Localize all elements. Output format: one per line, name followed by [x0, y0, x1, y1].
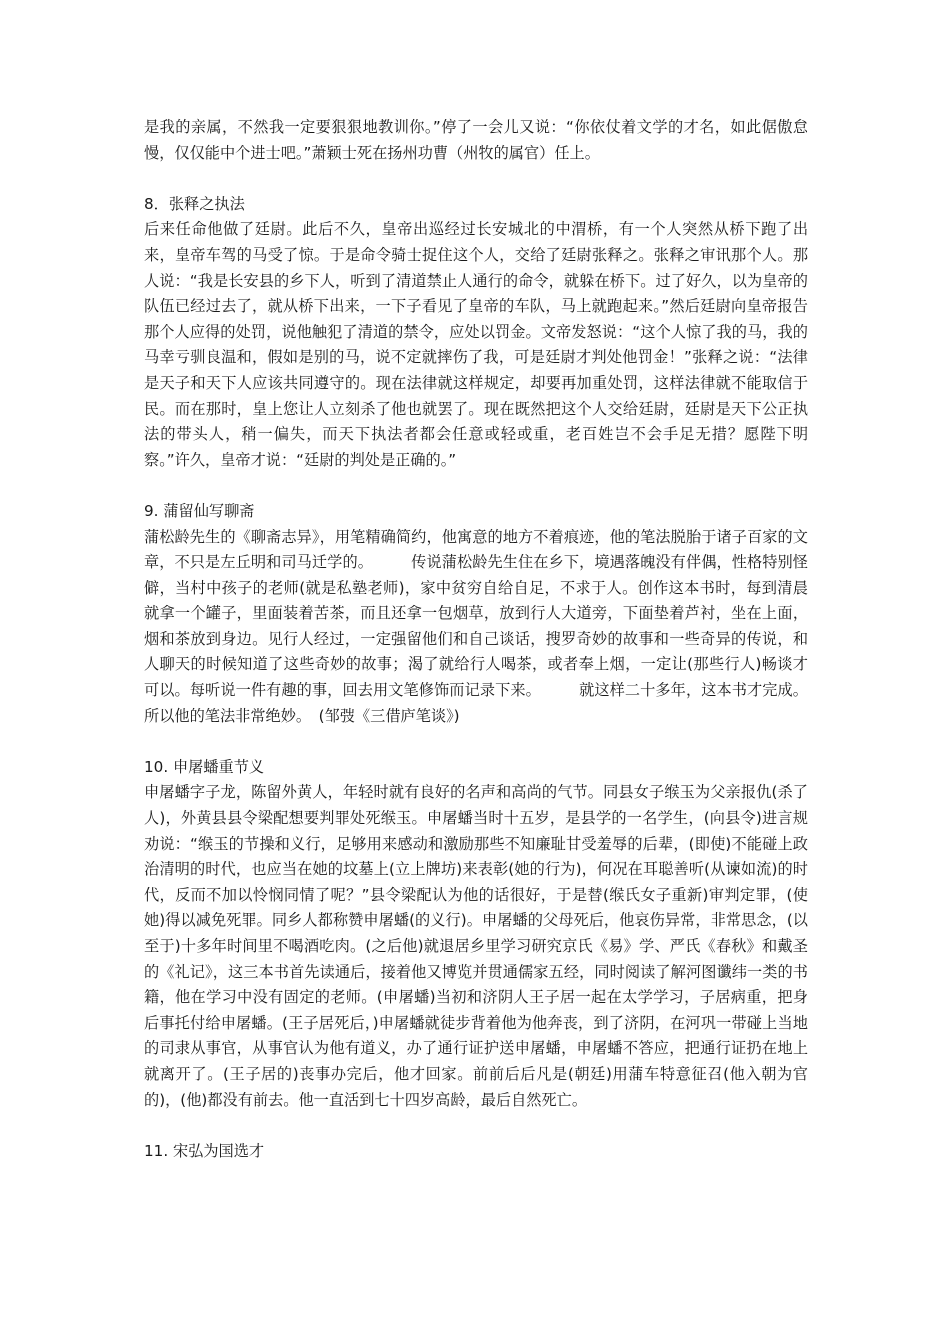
section-heading: 11. 宋弘为国选才 [144, 1141, 265, 1160]
spacer [144, 729, 808, 755]
spacer [144, 166, 808, 192]
section-10 [144, 755, 808, 1113]
spacer [144, 1113, 808, 1139]
section-heading: 9. 蒲留仙写聊斋 [144, 501, 255, 520]
section-9 [144, 499, 808, 729]
section-body: 蒲松龄先生的《聊斋志异》，用笔精确简约，他寓意的地方不着痕迹，他的笔法脱胎于诸子百家的文章，不只是左丘明和司马迁学的。 传说蒲松龄先生住在乡下，境遇落魄没有伴偶，性格特别怪僻，当村中孩子的老师(就是私塾老师)，家中贫穷自给自足，不求于人。创作这本书时，每到清晨就拿一个罐子，里面装着苦茶，而且还拿一包烟草，放到行人大道旁，下面垫着芦衬，坐在上面，烟和茶放到身边。见行人经过，一定强留他们和自己谈话，搜罗奇妙的故事和一些奇异的传说，和人聊天的时候知道了这些奇妙的故事；渴了就给行人喝茶，或者奉上烟，一定让(那些行人)畅谈才可以。每听说一件有趣的事，回去用文笔修饰而记录下来。 就这样二十多年，这本书才完成。所以他的笔法非常绝妙。 (邹弢《三借庐笔谈》) [144, 527, 808, 725]
section-body: 后来任命他做了廷尉。此后不久，皇帝出巡经过长安城北的中渭桥，有一个人突然从桥下跑了出来，皇帝车驾的马受了惊。于是命令骑士捉住这个人，交给了廷尉张释之。张释之审讯那个人。那人说：“我是长安县的乡下人，听到了清道禁止人通行的命令，就躲在桥下。过了好久，以为皇帝的队伍已经过去了，就从桥下出来，一下子看见了皇帝的车队，马上就跑起来。”然后廷尉向皇帝报告那个人应得的处罚，说他触犯了清道的禁令，应处以罚金。文帝发怒说：“这个人惊了我的马，我的马幸亏驯良温和，假如是别的马，说不定就摔伤了我，可是廷尉才判处他罚金！”张释之说：“法律是天子和天下人应该共同遵守的。现在法律就这样规定，却要再加重处罚，这样法律就不能取信于民。而在那时，皇上您让人立刻杀了他也就罢了。现在既然把这个人交给廷尉，廷尉是天下公正执法的带头人，稍一偏失，而天下执法者都会任意或轻或重，老百姓岂不会手足无措？愿陛下明察。”许久，皇帝才说：“廷尉的判处是正确的。” [144, 220, 808, 469]
section-heading: 8．张释之执法 [144, 194, 245, 213]
section-body: 申屠蟠字子龙，陈留外黄人，年轻时就有良好的名声和高尚的气节。同县女子缑玉为父亲报仇(杀了人)，外黄县县令梁配想要判罪处死缑玉。申屠蟠当时十五岁，是县学的一名学生，(向县令)进言规劝说：“缑玉的节操和义行，足够用来感动和激励那些不知廉耻甘受羞辱的后辈，(即使)不能碰上政治清明的时代，也应当在她的坟墓上(立上牌坊)来表彰(她的行为)，何况在耳聪善听(从谏如流)的时代，反而不加以怜悯同情了呢？”县令梁配认为他的话很好，于是替(缑氏女子重新)审判定罪，(使她)得以减免死罪。同乡人都称赞申屠蟠(的义行)。申屠蟠的父母死后，他哀伤异常，非常思念，(以至于)十多年时间里不喝酒吃肉。(之后他)就退居乡里学习研究京氏《易》学、严氏《春秋》和戴圣的《礼记》，这三本书首先读通后，接着他又博览并贯通儒家五经，同时阅读了解河图谶纬一类的书籍，他在学习中没有固定的老师。(申屠蟠)当初和济阴人王子居一起在太学学习，子居病重，把身后事托付给申屠蟠。(王子居死后，)申屠蟠就徒步背着他为他奔丧，到了济阴，在河巩一带碰上当地的司隶从事官，从事官认为他有道义，办了通行证护送申屠蟠，申屠蟠不答应，把通行证扔在地上就离开了。(王子居的)丧事办完后，他才回家。前前后后凡是(朝廷)用蒲车特意征召(他入朝为官的)，(他)都没有前去。他一直活到七十四岁高龄，最后自然死亡。 [144, 783, 808, 1109]
section-11 [144, 1139, 808, 1165]
spacer [144, 473, 808, 499]
intro-paragraph: 是我的亲属，不然我一定要狠狠地教训你。”停了一会儿又说：“你依仗着文学的才名，如此倨傲怠慢，仅仅能中个进士吧。”萧颖士死在扬州功曹（州牧的属官）任上。 [144, 118, 808, 162]
section-heading: 10. 申屠蟠重节义 [144, 757, 265, 776]
section-8 [144, 192, 808, 474]
document-page [144, 115, 808, 1164]
